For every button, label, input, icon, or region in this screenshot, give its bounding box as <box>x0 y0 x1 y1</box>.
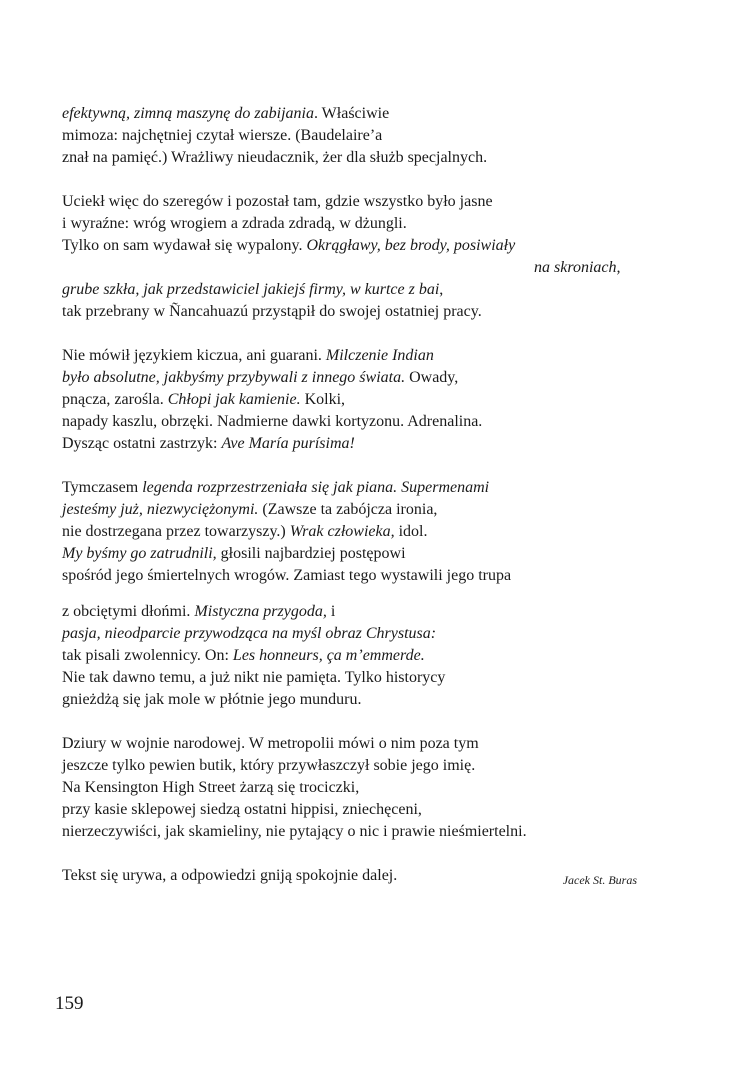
stanza <box>62 601 662 711</box>
poem-line <box>62 345 662 367</box>
poem-line <box>62 499 662 521</box>
poem-line <box>62 213 662 235</box>
poem-line <box>62 645 662 667</box>
text-segment: Tymczasem <box>62 479 143 496</box>
italic-segment: było absolutne, jakbyśmy przybywali z innego świata. <box>62 369 406 386</box>
author-signature: Jacek St. Buras <box>562 873 637 887</box>
poem-line <box>62 367 662 389</box>
italic-segment: jesteśmy już, niezwyciężonymi. <box>62 501 259 518</box>
text-segment: Nie mówił językiem kiczua, ani guarani. <box>62 347 326 364</box>
page-number: 159 <box>55 993 84 1014</box>
text-segment: Kolki, <box>300 391 346 408</box>
italic-segment: pasja, nieodparcie przywodząca na myśl obraz Chrystusa: <box>62 625 437 642</box>
text-segment: spośród jego śmiertelnych wrogów. Zamiast tego wystawili jego trupa <box>62 567 512 584</box>
text-segment: nie dostrzegana przez towarzyszy.) <box>62 523 290 540</box>
poem-line <box>62 257 662 279</box>
text-segment: pnącza, zarośla. <box>62 391 168 408</box>
text-segment: gnieżdżą się jak mole w płótnie jego munduru. <box>62 691 362 708</box>
text-segment: tak przebrany w Ñancahuazú przystąpił do swojej ostatniej pracy. <box>62 303 482 320</box>
poem-line <box>62 477 662 499</box>
poem-line <box>62 755 662 777</box>
italic-segment: legenda rozprzestrzeniała się jak piana. Supermenami <box>142 479 490 496</box>
text-segment: Na Kensington High Street żarzą się trociczki, <box>62 779 360 796</box>
text-segment: przy kasie sklepowej siedzą ostatni hippisi, zniechęceni, <box>62 801 422 818</box>
poem-line <box>62 125 662 147</box>
poem-line <box>62 521 662 543</box>
poem-line <box>62 733 662 755</box>
poem-line <box>62 777 662 799</box>
text-segment: . Właściwie <box>313 105 390 122</box>
italic-segment: na skroniach, <box>534 259 621 276</box>
poem-line <box>62 689 662 711</box>
stanza <box>62 345 662 455</box>
poem-line <box>62 279 662 301</box>
poem-line <box>62 301 662 323</box>
text-segment: (Zawsze ta zabójcza ironia, <box>258 501 438 518</box>
text-segment: i <box>326 603 336 620</box>
text-segment: nierzeczywiści, jak skamieliny, nie pytający o nic i prawie nieśmiertelni. <box>62 823 527 840</box>
text-segment: znał na pamięć.) Wrażliwy nieudacznik, żer dla służb specjalnych. <box>62 149 488 166</box>
stanza <box>62 733 662 843</box>
text-segment: Tekst się urywa, a odpowiedzi gniją spokojnie dalej. <box>62 867 398 884</box>
text-segment: Dysząc ostatni zastrzyk: <box>62 435 222 452</box>
text-segment: mimoza: najchętniej czytał wiersze. (Baudelaire’a <box>62 127 383 144</box>
poem-line <box>62 565 662 587</box>
text-segment: głosili najbardziej postępowi <box>216 545 406 562</box>
italic-segment: Okrągławy, bez brody, posiwiały <box>306 237 516 254</box>
text-segment: Tylko on sam wydawał się wypalony. <box>62 237 307 254</box>
poem-line <box>62 389 662 411</box>
poem-line <box>62 667 662 689</box>
text-segment: Uciekł więc do szeregów i pozostał tam, gdzie wszystko było jasne <box>62 193 493 210</box>
text-segment: napady kaszlu, obrzęki. Nadmierne dawki kortyzonu. Adrenalina. <box>62 413 483 430</box>
poem-line <box>62 235 662 257</box>
italic-segment: Les honneurs, ça m’emmerde. <box>232 647 425 664</box>
italic-segment: My byśmy go zatrudnili, <box>62 545 217 562</box>
italic-segment: Wrak człowieka, <box>289 523 395 540</box>
poem-line <box>62 601 662 623</box>
italic-segment: grube szkła, jak przedstawiciel jakiejś firmy, w kurtce z bai <box>62 281 440 298</box>
italic-segment: Milczenie Indian <box>325 347 434 364</box>
stanza <box>62 477 662 587</box>
poem-line <box>62 543 662 565</box>
text-segment: , <box>439 281 444 298</box>
poem-line <box>62 103 662 125</box>
poem-line <box>62 799 662 821</box>
poem-line <box>62 821 662 843</box>
poem-line <box>62 411 662 433</box>
stanza <box>62 191 662 323</box>
italic-segment: efektywną, zimną maszynę do zabijania <box>62 105 314 122</box>
italic-segment: Chłopi jak kamienie. <box>167 391 301 408</box>
poem-line <box>62 623 662 645</box>
italic-segment: Ave María purísima! <box>221 435 355 452</box>
text-segment: idol. <box>394 523 428 540</box>
text-segment: Dziury w wojnie narodowej. W metropolii mówi o nim poza tym <box>62 735 479 752</box>
poem-line <box>62 147 662 169</box>
poem-body <box>62 103 662 909</box>
text-segment: z obciętymi dłońmi. <box>62 603 195 620</box>
poem-line <box>62 433 662 455</box>
text-segment: Nie tak dawno temu, a już nikt nie pamięta. Tylko historycy <box>62 669 446 686</box>
text-segment: i wyraźne: wróg wrogiem a zdrada zdradą, w dżungli. <box>62 215 407 232</box>
text-segment: jeszcze tylko pewien butik, który przywłaszczył sobie jego imię. <box>62 757 476 774</box>
italic-segment: Mistyczna przygoda, <box>194 603 327 620</box>
poem-line <box>62 191 662 213</box>
text-segment: Owady, <box>405 369 459 386</box>
stanza <box>62 103 662 169</box>
text-segment: tak pisali zwolennicy. On: <box>62 647 233 664</box>
